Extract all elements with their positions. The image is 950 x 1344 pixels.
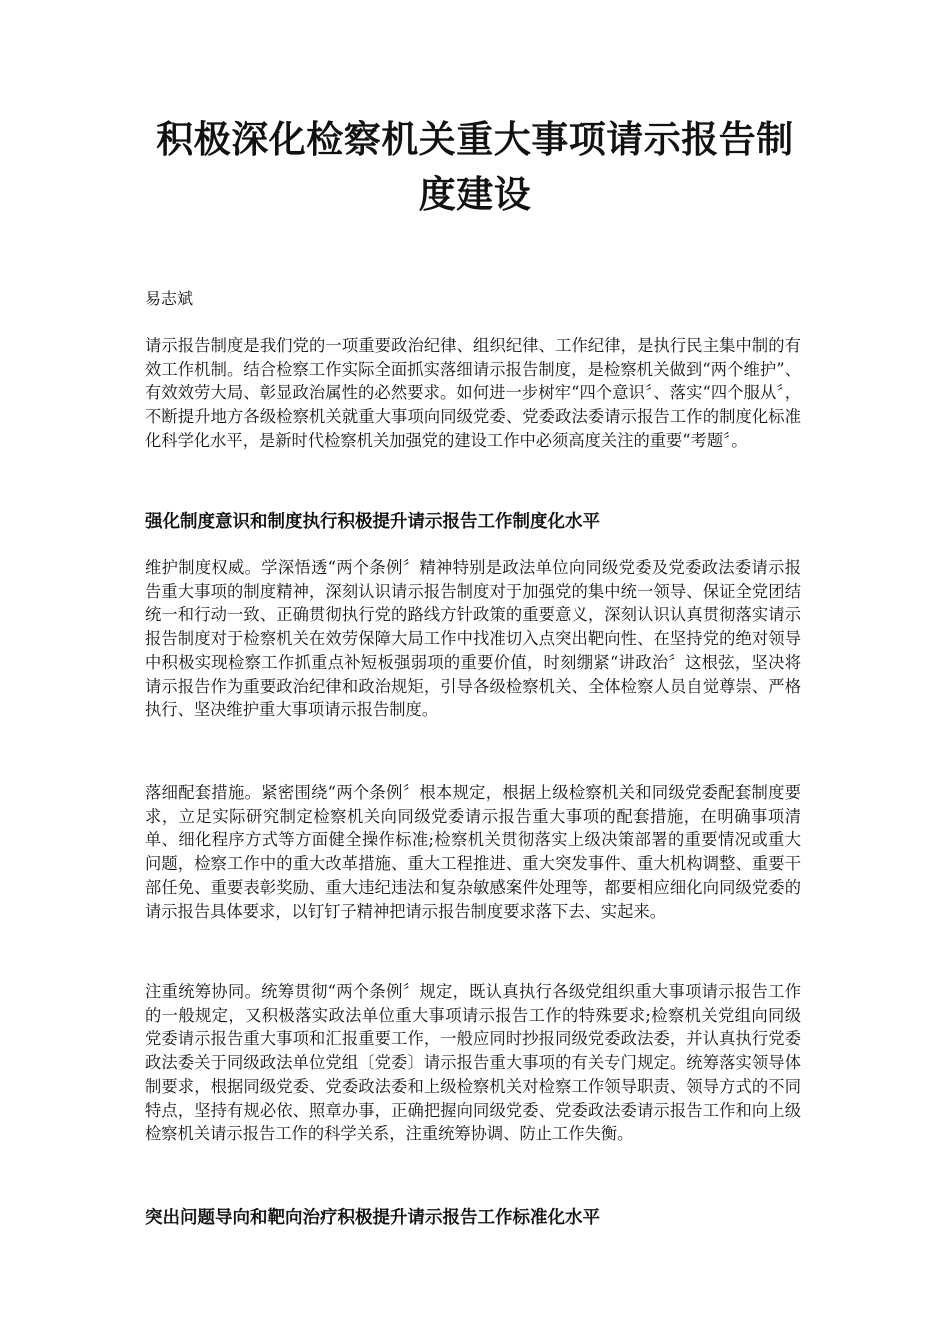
section-heading-2: 突出问题导向和靶向治疗积极提升请示报告工作标准化水平	[145, 1208, 600, 1228]
paragraph-coordination: 注重统筹协同。统筹贯彻“两个条例〞规定，既认真执行各级党组织重大事项请示报告工作的一般规定，又积极落实政法单位重大事项请示报告工作的特殊要求;检察机关党组向同级党委请示报告重大事项和汇报重要工作，一般应同时抄报同级党委政法委，并认真执行党委政法委关于同级政法单位党组〔党委〕请示报告重大事项的有关专门规定。统筹落实领导体制要求，根据同级党委、党委政法委和上级检察机关对检察工作领导职责、领导方式的不同特点，坚持有规必依、照章办事，正确把握向同级党委、党委政法委请示报告工作和向上级检察机关请示报告工作的科学关系，注重统筹协调、防止工作失衡。	[145, 982, 801, 1144]
paragraph-maintain-authority: 维护制度权威。学深悟透“两个条例〞精神特别是政法单位向同级党委及党委政法委请示报告重大事项的制度精神，深刻认识请示报告制度对于加强党的集中统一领导、保证全党团结统一和行动一致、正确贯彻执行党的路线方针政策的重要意义，深刻认识认真贯彻落实请示报告制度对于检察机关在效劳保障大局工作中找准切入点突出靶向性、在坚持党的绝对领导中积极实现检察工作抓重点补短板强弱项的重要价值，时刻绷紧“讲政治〞这根弦，坚决将请示报告作为重要政治纪律和政治规矩，引导各级检察机关、全体检察人员自觉尊崇、严格执行、坚决维护重大事项请示报告制度。	[145, 558, 801, 720]
section-heading-1: 强化制度意识和制度执行积极提升请示报告工作制度化水平	[145, 512, 600, 532]
paragraph-supporting-measures: 落细配套措施。紧密围绕“两个条例〞根本规定，根据上级检察机关和同级党委配套制度要求，立足实际研究制定检察机关向同级党委请示报告重大事项的配套措施，在明确事项清单、细化程序方式等方面健全操作标准;检察机关贯彻落实上级决策部署的重要情况或重大问题，检察工作中的重大改革措施、重大工程推进、重大突发事件、重大机构调整、重要干部任免、重要表彰奖励、重大违纪违法和复杂敏感案件处理等，都要相应细化向同级党委的请示报告具体要求，以钉钉子精神把请示报告制度要求落下去、实起来。	[145, 783, 801, 921]
document-title: 积极深化检察机关重大事项请示报告制度建设	[156, 118, 794, 216]
intro-paragraph: 请示报告制度是我们党的一项重要政治纪律、组织纪律、工作纪律，是执行民主集中制的有效工作机制。结合检察工作实际全面抓实落细请示报告制度，是检察机关做到“两个维护”、有效效劳大局、彰显政治属性的必然要求。如何进一步树牢“四个意识〞、落实“四个服从〞，不断提升地方各级检察机关就重大事项向同级党委、党委政法委请示报告工作的制度化标准化科学化水平，是新时代检察机关加强党的建设工作中必须高度关注的重要“考题〞。	[145, 336, 801, 450]
author-name: 易志斌	[145, 289, 194, 308]
